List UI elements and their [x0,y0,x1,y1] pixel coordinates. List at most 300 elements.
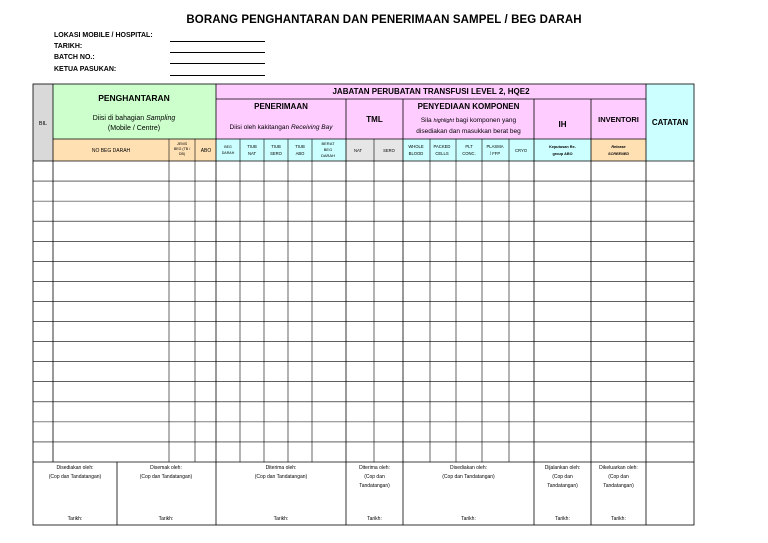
table-cell[interactable] [196,262,216,281]
footer-diterima-penerimaan[interactable] [255,465,308,522]
catatan-header: CATATAN [651,118,689,127]
table-cell[interactable] [535,202,591,221]
table-cell[interactable] [196,342,216,361]
table-cell[interactable] [196,162,216,181]
table-cell[interactable] [535,262,591,281]
table-cell[interactable] [347,202,374,221]
table-cell[interactable] [592,182,646,201]
table-cell[interactable] [265,402,288,421]
table-cell[interactable] [289,322,312,341]
table-cell[interactable] [510,302,534,321]
footer-disemak[interactable] [140,465,193,522]
table-cell[interactable] [592,282,646,301]
table-cell[interactable] [54,242,169,261]
table-cell[interactable] [535,422,591,441]
table-cell[interactable] [170,242,195,261]
table-cell[interactable] [510,262,534,281]
table-cell[interactable] [217,402,240,421]
table-cell[interactable] [647,442,694,461]
svg-text:(Cop dan: (Cop dan [364,474,385,480]
table-cell[interactable] [592,442,646,461]
table-cell[interactable] [510,182,534,201]
table-cell[interactable] [217,182,240,201]
table-cell[interactable] [404,362,430,381]
table-cell[interactable] [535,342,591,361]
table-cell[interactable] [483,222,509,241]
table-cell[interactable] [196,242,216,261]
table-cell[interactable] [265,322,288,341]
table-cell[interactable] [647,342,694,361]
footer-disediakan[interactable] [49,465,102,522]
table-cell[interactable] [647,162,694,181]
table-cell[interactable] [535,382,591,401]
table-cell[interactable] [431,162,456,181]
table-cell[interactable] [347,262,374,281]
table-cell[interactable] [483,302,509,321]
table-cell[interactable] [241,342,264,361]
table-cell[interactable] [535,322,591,341]
table-cell[interactable] [196,202,216,221]
table-cell[interactable] [34,242,53,261]
table-cell[interactable] [170,282,195,301]
footer-signatures [49,465,638,522]
table-cell[interactable] [457,282,482,301]
table-cell[interactable] [217,222,240,241]
table-cell[interactable] [431,182,456,201]
table-cell[interactable] [347,342,374,361]
table-cell[interactable] [347,442,374,461]
table-cell[interactable] [265,382,288,401]
table-cell[interactable] [265,222,288,241]
table-cell[interactable] [217,282,240,301]
table-cell[interactable] [347,222,374,241]
table-cell[interactable] [457,402,482,421]
table-cell[interactable] [54,262,169,281]
table-cell[interactable] [170,222,195,241]
table-cell[interactable] [241,302,264,321]
table-cell[interactable] [375,362,403,381]
table-cell[interactable] [289,302,312,321]
table-cell[interactable] [34,422,53,441]
table-cell[interactable] [196,222,216,241]
table-cell[interactable] [510,242,534,261]
table-cell[interactable] [431,362,456,381]
footer-dijalankan[interactable] [545,465,581,522]
table-cell[interactable] [241,242,264,261]
table-cell[interactable] [196,302,216,321]
table-cell[interactable] [170,302,195,321]
table-cell[interactable] [54,342,169,361]
table-cell[interactable] [483,442,509,461]
footer-diterima-tml[interactable] [359,465,390,522]
table-cell[interactable] [347,362,374,381]
table-cell[interactable] [196,282,216,301]
table-cell[interactable] [313,262,346,281]
table-cell[interactable] [313,342,346,361]
table-cell[interactable] [483,322,509,341]
table-cell[interactable] [510,422,534,441]
table-cell[interactable] [375,422,403,441]
table-cell[interactable] [54,422,169,441]
table-cell[interactable] [483,382,509,401]
table-cell[interactable] [431,202,456,221]
table-cell[interactable] [457,262,482,281]
table-cell[interactable] [265,162,288,181]
table-cell[interactable] [483,242,509,261]
table-cell[interactable] [404,262,430,281]
table-cell[interactable] [265,442,288,461]
table-cell[interactable] [265,342,288,361]
table-cell[interactable] [404,322,430,341]
table-cell[interactable] [404,442,430,461]
table-cell[interactable] [647,242,694,261]
table-cell[interactable] [34,282,53,301]
table-cell[interactable] [54,442,169,461]
table-cell[interactable] [54,362,169,381]
table-cell[interactable] [431,222,456,241]
table-cell[interactable] [54,222,169,241]
table-cell[interactable] [375,242,403,261]
table-cell[interactable] [34,342,53,361]
svg-text:Disemak oleh:: Disemak oleh: [150,465,182,471]
table-cell[interactable] [647,302,694,321]
table-cell[interactable] [289,362,312,381]
table-cell[interactable] [265,182,288,201]
table-cell[interactable] [241,422,264,441]
table-cell[interactable] [265,282,288,301]
table-cell[interactable] [375,262,403,281]
table-cell[interactable] [241,182,264,201]
table-cell[interactable] [34,442,53,461]
table-cell[interactable] [170,382,195,401]
table-cell[interactable] [313,242,346,261]
table-cell[interactable] [483,282,509,301]
table-cell[interactable] [34,222,53,241]
table-cell[interactable] [375,382,403,401]
table-cell[interactable] [313,162,346,181]
table-cell[interactable] [34,202,53,221]
table-cell[interactable] [535,362,591,381]
table-cell[interactable] [313,322,346,341]
table-cell[interactable] [404,402,430,421]
table-cell[interactable] [592,382,646,401]
table-cell[interactable] [170,262,195,281]
table-cell[interactable] [217,262,240,281]
table-cell[interactable] [241,222,264,241]
table-cell[interactable] [457,182,482,201]
table-cell[interactable] [34,382,53,401]
table-cell[interactable] [347,302,374,321]
table-cell[interactable] [170,362,195,381]
table-cell[interactable] [241,382,264,401]
table-cell[interactable] [375,202,403,221]
table-cell[interactable] [375,302,403,321]
table-cell[interactable] [217,422,240,441]
table-cell[interactable] [34,302,53,321]
table-cell[interactable] [347,322,374,341]
table-cell[interactable] [289,182,312,201]
table-cell[interactable] [265,362,288,381]
table-cell[interactable] [265,202,288,221]
table-cell[interactable] [289,422,312,441]
table-cell[interactable] [313,422,346,441]
table-cell[interactable] [483,182,509,201]
table-cell[interactable] [535,442,591,461]
table-cell[interactable] [54,282,169,301]
table-cell[interactable] [347,182,374,201]
table-cell[interactable] [241,402,264,421]
table-cell[interactable] [647,402,694,421]
table-cell[interactable] [375,322,403,341]
table-cell[interactable] [647,382,694,401]
table-cell[interactable] [483,402,509,421]
table-cell[interactable] [535,402,591,421]
table-cell[interactable] [170,442,195,461]
table-cell[interactable] [289,382,312,401]
table-cell[interactable] [217,442,240,461]
table-cell[interactable] [375,282,403,301]
table-cell[interactable] [457,382,482,401]
table-cell[interactable] [647,362,694,381]
table-cell[interactable] [217,302,240,321]
table-cell[interactable] [457,362,482,381]
table-cell[interactable] [54,402,169,421]
table-cell[interactable] [483,362,509,381]
table-cell[interactable] [431,242,456,261]
table-cell[interactable] [54,322,169,341]
table-cell[interactable] [289,442,312,461]
table-cell[interactable] [483,342,509,361]
table-cell[interactable] [34,362,53,381]
table-cell[interactable] [289,402,312,421]
table-cell[interactable] [483,262,509,281]
table-cell[interactable] [347,282,374,301]
table-cell[interactable] [535,302,591,321]
table-cell[interactable] [241,282,264,301]
table-cell[interactable] [647,182,694,201]
table-cell[interactable] [170,162,195,181]
table-cell[interactable] [217,242,240,261]
table-cell[interactable] [170,422,195,441]
table-cell[interactable] [404,202,430,221]
table-cell[interactable] [457,202,482,221]
table-cell[interactable] [241,202,264,221]
table-cell[interactable] [431,422,456,441]
table-cell[interactable] [313,282,346,301]
table-cell[interactable] [457,342,482,361]
table-cell[interactable] [535,182,591,201]
table-cell[interactable] [510,322,534,341]
svg-text:Tandatangan): Tandatangan) [359,483,390,489]
table-cell[interactable] [483,162,509,181]
table-cell[interactable] [289,222,312,241]
table-cell[interactable] [404,382,430,401]
table-cell[interactable] [54,302,169,321]
table-cell[interactable] [510,222,534,241]
table-cell[interactable] [431,342,456,361]
table-cell[interactable] [431,402,456,421]
table-cell[interactable] [313,382,346,401]
table-cell[interactable] [483,202,509,221]
table-cell[interactable] [404,242,430,261]
table-cell[interactable] [592,362,646,381]
table-cell[interactable] [647,422,694,441]
table-cell[interactable] [241,442,264,461]
table-cell[interactable] [592,262,646,281]
table-cell[interactable] [54,382,169,401]
svg-text:(Cop dan: (Cop dan [552,474,573,480]
table-cell[interactable] [241,262,264,281]
table-cell[interactable] [404,222,430,241]
table-cell[interactable] [404,422,430,441]
table-cell[interactable] [170,182,195,201]
table-cell[interactable] [217,342,240,361]
table-cell[interactable] [347,242,374,261]
table-cell[interactable] [347,422,374,441]
table-cell[interactable] [457,162,482,181]
table-cell[interactable] [313,222,346,241]
table-cell[interactable] [265,262,288,281]
table-cell[interactable] [170,322,195,341]
table-cell[interactable] [289,342,312,361]
table-cell[interactable] [647,202,694,221]
table-cell[interactable] [196,362,216,381]
table-cell[interactable] [457,302,482,321]
table-cell[interactable] [265,422,288,441]
table-cell[interactable] [457,242,482,261]
footer-disediakan-komponen[interactable] [442,465,495,522]
table-cell[interactable] [217,362,240,381]
footer-dikeluarkan[interactable] [599,465,638,522]
table-cell[interactable] [196,442,216,461]
table-cell[interactable] [510,342,534,361]
table-cell[interactable] [510,442,534,461]
table-cell[interactable] [375,162,403,181]
table-cell[interactable] [375,182,403,201]
table-cell[interactable] [404,182,430,201]
table-cell[interactable] [431,382,456,401]
table-cell[interactable] [34,322,53,341]
table-cell[interactable] [265,242,288,261]
table-cell[interactable] [313,302,346,321]
table-cell[interactable] [289,162,312,181]
table-cell[interactable] [457,422,482,441]
table-cell[interactable] [196,322,216,341]
table-cell[interactable] [592,302,646,321]
table-cell[interactable] [510,362,534,381]
table-cell[interactable] [241,322,264,341]
table-cell[interactable] [535,282,591,301]
table-cell[interactable] [196,382,216,401]
table-cell[interactable] [535,162,591,181]
table-cell[interactable] [375,442,403,461]
table-cell[interactable] [54,182,169,201]
table-cell[interactable] [217,322,240,341]
table-cell[interactable] [217,382,240,401]
table-cell[interactable] [404,302,430,321]
table-cell[interactable] [34,162,53,181]
table-cell[interactable] [347,162,374,181]
table-cell[interactable] [457,442,482,461]
table-cell[interactable] [510,202,534,221]
table-cell[interactable] [592,242,646,261]
table-cell[interactable] [313,182,346,201]
table-cell[interactable] [592,342,646,361]
table-cell[interactable] [592,422,646,441]
table-cell[interactable] [313,442,346,461]
table-cell[interactable] [347,402,374,421]
table-cell[interactable] [592,322,646,341]
table-cell[interactable] [170,202,195,221]
table-cell[interactable] [535,222,591,241]
table-cell[interactable] [647,262,694,281]
table-cell[interactable] [170,402,195,421]
table-cell[interactable] [217,162,240,181]
table-cell[interactable] [592,202,646,221]
table-cell[interactable] [34,262,53,281]
table-cell[interactable] [265,302,288,321]
table-cell[interactable] [375,402,403,421]
table-cell[interactable] [196,182,216,201]
table-cell[interactable] [196,422,216,441]
table-cell[interactable] [647,222,694,241]
table-row [34,242,694,261]
table-cell[interactable] [170,342,195,361]
table-cell[interactable] [289,202,312,221]
table-cell[interactable] [313,402,346,421]
table-cell[interactable] [535,242,591,261]
table-cell[interactable] [431,282,456,301]
table-cell[interactable] [289,242,312,261]
table-cell[interactable] [510,382,534,401]
table-cell[interactable] [457,322,482,341]
table-cell[interactable] [217,202,240,221]
table-cell[interactable] [289,282,312,301]
table-cell[interactable] [241,362,264,381]
table-cell[interactable] [431,302,456,321]
table-cell[interactable] [510,282,534,301]
table-cell[interactable] [54,202,169,221]
table-cell[interactable] [431,262,456,281]
meta-label-ketua: KETUA PASUKAN: [54,66,117,73]
table-cell[interactable] [404,162,430,181]
table-cell[interactable] [457,222,482,241]
table-cell[interactable] [431,322,456,341]
table-cell[interactable] [34,182,53,201]
table-cell[interactable] [592,162,646,181]
table-cell[interactable] [313,202,346,221]
table-cell[interactable] [647,282,694,301]
table-cell[interactable] [375,222,403,241]
table-cell[interactable] [592,402,646,421]
table-cell[interactable] [375,342,403,361]
table-cell[interactable] [54,162,169,181]
table-cell[interactable] [347,382,374,401]
table-cell[interactable] [404,342,430,361]
table-cell[interactable] [313,362,346,381]
table-cell[interactable] [592,222,646,241]
table-cell[interactable] [289,262,312,281]
table-cell[interactable] [196,402,216,421]
table-cell[interactable] [483,422,509,441]
table-cell[interactable] [431,442,456,461]
table-cell[interactable] [510,162,534,181]
table-cell[interactable] [241,162,264,181]
table-cell[interactable] [34,402,53,421]
table-cell[interactable] [510,402,534,421]
table-cell[interactable] [647,322,694,341]
table-cell[interactable] [404,282,430,301]
